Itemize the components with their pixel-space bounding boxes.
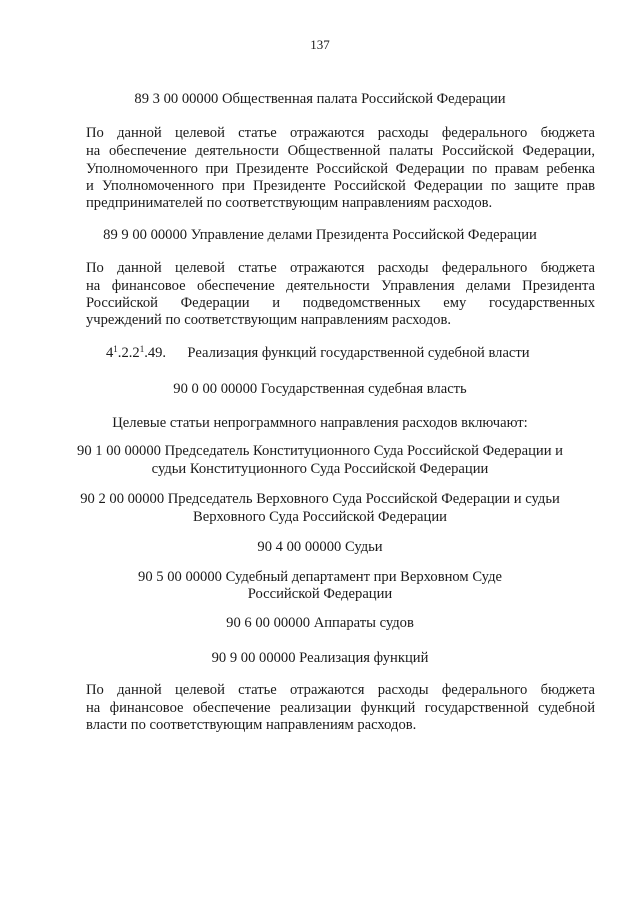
paragraph-line: учреждений по соответствующим направлениям расходов. (86, 312, 451, 328)
subsection-heading (106, 344, 530, 362)
list-item: 90 6 00 00000 Аппараты судов (226, 615, 414, 631)
list-item: 90 5 00 00000 Судебный департамент при Верховном Суде (138, 569, 502, 585)
list-item: 90 2 00 00000 Председатель Верховного Суда Российской Федерации и судьи (80, 491, 560, 507)
paragraph-line: По данной целевой статье отражаются расходы федерального бюджета (86, 125, 595, 141)
list-item: 90 1 00 00000 Председатель Конституционного Суда Российской Федерации и (77, 443, 563, 459)
paragraph-line: на финансовое обеспечение реализации функций государственной судебной (86, 700, 595, 716)
paragraph-line: на обеспечение деятельности Общественной палаты Российской Федерации, (86, 143, 595, 159)
section-heading-8990: 89 9 00 00000 Управление делами Президента Российской Федерации (103, 227, 537, 243)
list-item: 90 4 00 00000 Судьи (257, 539, 383, 555)
section-heading-90: 90 0 00 00000 Государственная судебная власть (173, 381, 467, 397)
paragraph-line: Уполномоченного при Президенте Российской Федерации по правам ребенка (86, 161, 595, 177)
list-item-continuation: судьи Конституционного Суда Российской Федерации (151, 461, 489, 477)
list-item: 90 9 00 00000 Реализация функций (211, 650, 429, 666)
section-heading-8930: 89 3 00 00000 Общественная палата Российской Федерации (134, 91, 506, 107)
page-number: 137 (310, 37, 330, 52)
paragraph-line: предпринимателей по соответствующим направлениям расходов. (86, 195, 493, 211)
subsection-number: $4^1.2.2^1.49$. (106, 344, 167, 361)
paragraph-line: По данной целевой статье отражаются расходы федерального бюджета (86, 260, 595, 276)
list-item-continuation: Российской Федерации (247, 586, 393, 602)
subsection-title: Реализация функций государственной судебной власти (187, 345, 530, 361)
paragraph-line: Российской Федерации и подведомственных ему государственных (86, 295, 595, 311)
list-item-continuation: Верховного Суда Российской Федерации (193, 509, 447, 525)
paragraph-line: на финансовое обеспечение деятельности Управления делами Президента (86, 278, 595, 294)
paragraph-line: По данной целевой статье отражаются расходы федерального бюджета (86, 682, 595, 698)
paragraph-line: власти по соответствующим направлениям расходов. (86, 717, 417, 733)
paragraph-line: и Уполномоченного при Президенте Российской Федерации по защите прав (86, 178, 595, 194)
intro-text: Целевые статьи непрограммного направления расходов включают: (112, 415, 528, 431)
